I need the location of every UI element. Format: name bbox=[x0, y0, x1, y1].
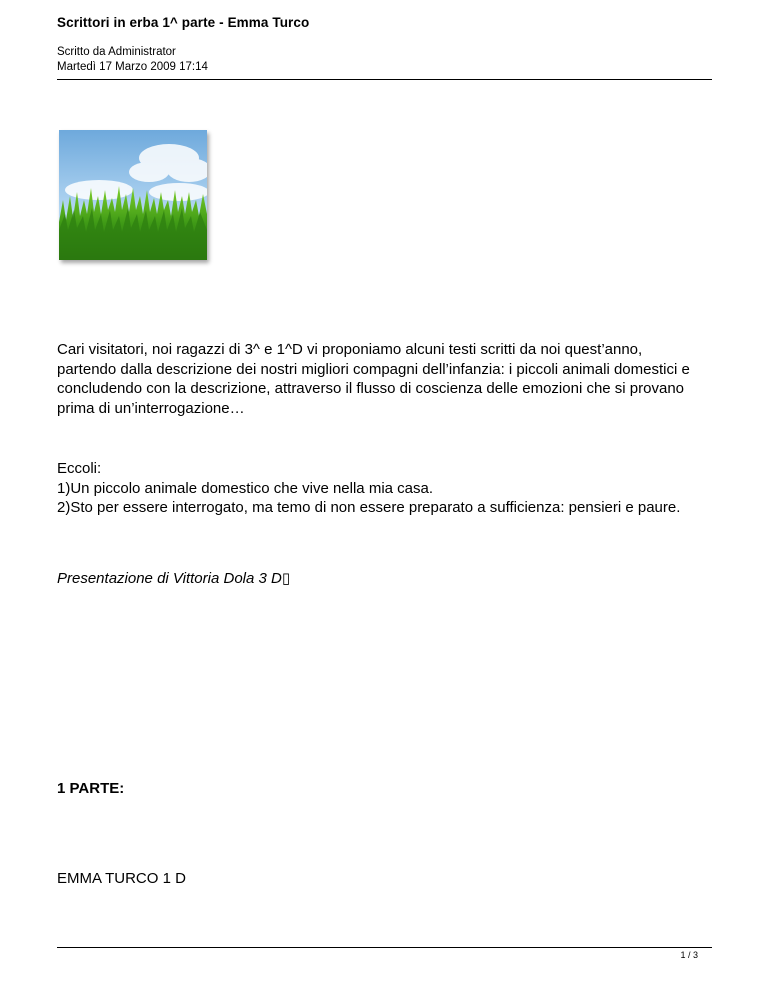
intro-line: prima di un’interrogazione… bbox=[57, 399, 245, 417]
footer-divider bbox=[57, 947, 712, 948]
page-number: 1 / 3 bbox=[680, 950, 698, 960]
texts-list bbox=[57, 459, 717, 518]
intro-line: Cari visitatori, noi ragazzi di 3^ e 1^D vi proponiamo alcuni testi scritti da noi quest’anno, bbox=[57, 341, 643, 358]
list-item: 2)Sto per essere interrogato, ma temo di non essere preparato a sufficienza: pensieri e paure. bbox=[57, 499, 681, 516]
intro-paragraph bbox=[57, 340, 717, 418]
intro-line: partendo dalla descrizione dei nostri migliori compagni dell’infanzia: i piccoli animali domestici e bbox=[57, 360, 690, 378]
header-divider bbox=[57, 79, 712, 80]
grass-sky-image bbox=[59, 130, 207, 260]
page-title: Scrittori in erba 1^ parte - Emma Turco bbox=[57, 15, 310, 30]
date-line: Martedì 17 Marzo 2009 17:14 bbox=[57, 61, 208, 73]
intro-line: concludendo con la descrizione, attraverso il flusso di coscienza delle emozioni che si provano bbox=[57, 380, 685, 397]
article-meta bbox=[57, 45, 208, 75]
part-heading: 1 PARTE: bbox=[57, 780, 125, 797]
author-line: Scritto da Administrator bbox=[57, 46, 176, 58]
list-item: 1)Un piccolo animale domestico che vive nella mia casa. bbox=[57, 479, 434, 497]
author-heading: EMMA TURCO 1 D bbox=[57, 870, 186, 887]
presentation-credit: Presentazione di Vittoria Dola 3 D▯ bbox=[57, 570, 291, 587]
list-heading: Eccoli: bbox=[57, 460, 102, 477]
